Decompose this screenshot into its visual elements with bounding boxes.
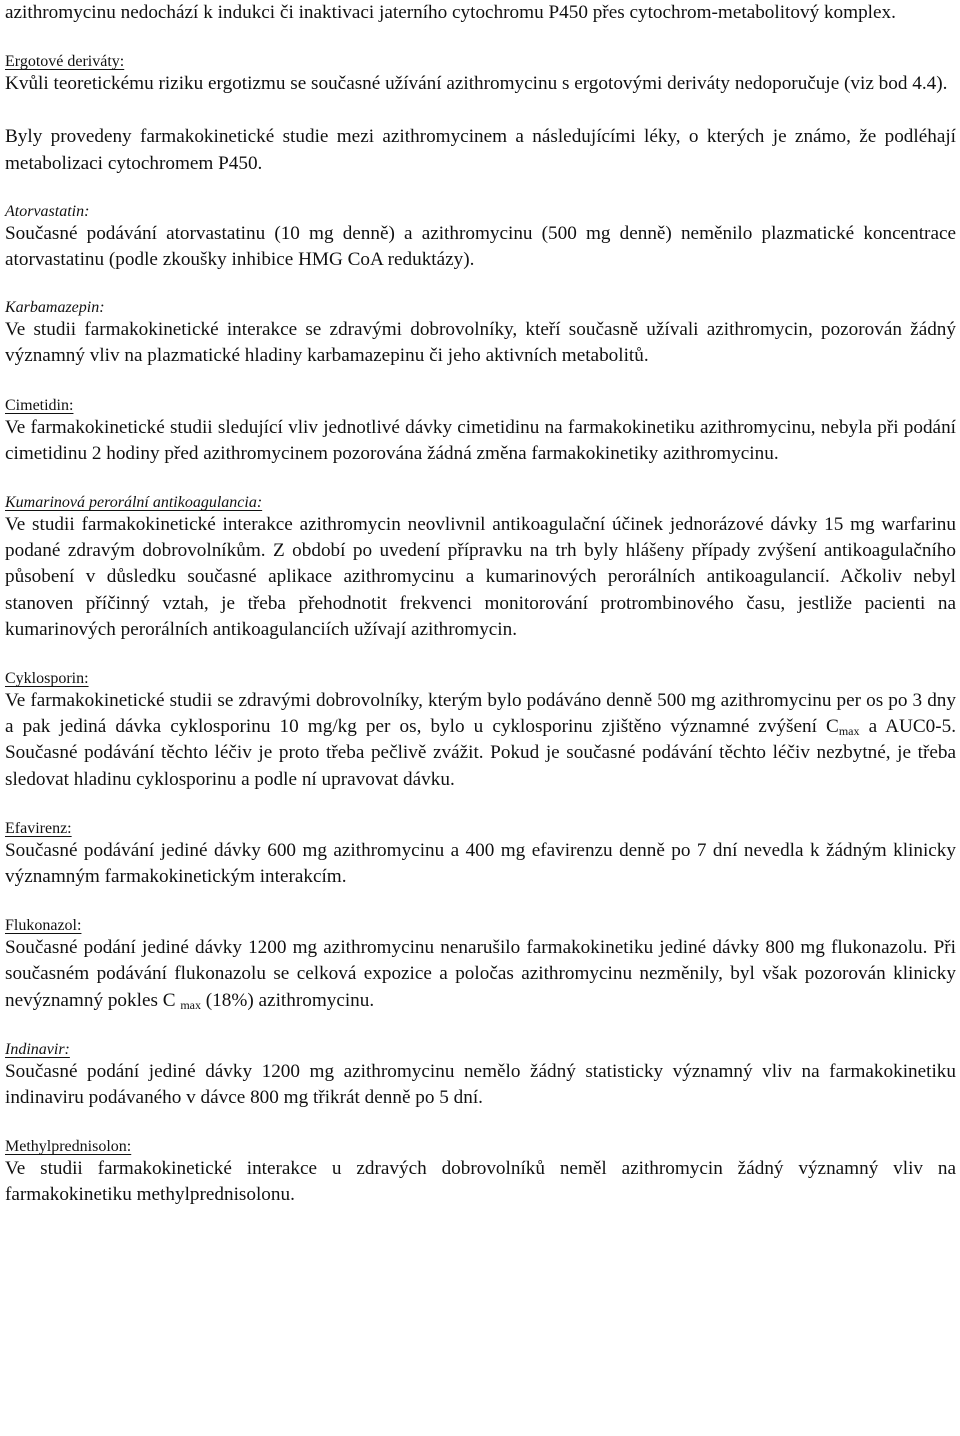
heading-flukonazol: Flukonazol: (5, 917, 82, 935)
heading-atorvastatin: Atorvastatin: (5, 202, 90, 220)
intro-paragraph: azithromycinu nedochází k indukci či inaktivaci jaterního cytochromu P450 přes cytochrom-metabolitový komplex. (5, 2, 896, 23)
heading-cimetidin: Cimetidin: (5, 396, 74, 414)
heading-indinavir: Indinavir: (5, 1040, 70, 1058)
paragraph-ergotove-derivaty: Kvůli teoretickému riziku ergotizmu se současné užívání azithromycinu s ergotovými deriváty nedoporučuje (viz bod 4.4). (5, 73, 948, 95)
heading-karbamazepin: Karbamazepin: (5, 299, 105, 317)
paragraph-karbamazepin: Ve studii farmakokinetické interakce se zdravými dobrovolníky, kteří současně užívali azithromycin, pozorován žádný významný vliv na plazmatické hladiny karbamazepinu či jeho aktivních metabolitů. (5, 319, 956, 367)
paragraph-flukonazol (5, 935, 956, 1014)
paragraph-methylprednisolon: Ve studii farmakokinetické interakce u zdravých dobrovolníků neměl azithromycin žádný významný vliv na farmakokinetiku methylprednisolonu. (5, 1158, 956, 1206)
document-page (5, 0, 956, 1209)
heading-methylprednisolon: Methylprednisolon: (5, 1138, 132, 1156)
flukonazol-text-a: Současné podání jediné dávky 1200 mg azithromycinu nenarušilo farmakokinetiku jediné dávky 800 mg flukonazolu. Při současném podávání flukonazolu se celková expozice a poločas azithromycinu nezměnily, byl však pozorován klinicky nevýznamný pokles C (5, 937, 956, 1011)
heading-ergotove-derivaty: Ergotové deriváty: (5, 53, 125, 71)
paragraph-kumarinova-antikoagulancia: Ve studii farmakokinetické interakce azithromycin neovlivnil antikoagulační účinek jednorázové dávky 15 mg warfarinu podané zdravým dobrovolníkům. Z období po uvedení přípravku na trh byly hlášeny případy zvýšení antikoagulačního působení v důsledku současné aplikace azithromycinu a kumarinových perorálních antikoagulancií. Ačkoliv nebyl stanoven příčinný vztah, je třeba přehodnotit frekvenci monitorování protrombinového času, jestliže pacienti na kumarinových perorálních antikoagulanciích užívají azithromycin. (5, 514, 956, 640)
paragraph-efavirenz: Současné podávání jediné dávky 600 mg azithromycinu a 400 mg efavirenzu denně po 7 dní nevedla k žádným klinicky významným farmakokinetickým interakcím. (5, 839, 956, 888)
paragraph-cyklosporin (5, 688, 956, 793)
cmax-subscript: max (180, 997, 201, 1012)
paragraph-atorvastatin: Současné podávání atorvastatinu (10 mg denně) a azithromycinu (500 mg denně) neměnilo plazmatické koncentrace atorvastatinu (podle zkoušky inhibice HMG CoA reduktázy). (5, 222, 956, 271)
cyklosporin-text-a: Ve farmakokinetické studii se zdravými dobrovolníky, kterým bylo podáváno denně 500 mg azithromycinu per os po 3 dny a pak jediná dávka cyklosporinu 10 mg/kg per os, bylo u cyklosporinu zjištěno významné zvýšení C (5, 690, 956, 738)
cmax-subscript: max (838, 724, 860, 739)
heading-efavirenz: Efavirenz: (5, 819, 72, 837)
paragraph-cimetidin: Ve farmakokinetické studii sledující vliv jednotlivé dávky cimetidinu na farmakokinetiku azithromycinu, nebyla při podání cimetidinu 2 hodiny před azithromycinem pozorována žádná změna farmakokinetiky azithromycinu. (5, 416, 956, 464)
heading-kumarinova-antikoagulancia: Kumarinová perorální antikoagulancia: (5, 494, 263, 512)
flukonazol-text-b: (18%) azithromycinu. (201, 989, 375, 1011)
paragraph-indinavir: Současné podání jediné dávky 1200 mg azithromycinu nemělo žádný statisticky významný vliv na farmakokinetiku indinaviru podávaného v dávce 800 mg třikrát denně po 5 dní. (5, 1060, 956, 1109)
paragraph-cyp450-studies: Byly provedeny farmakokinetické studie mezi azithromycinem a následujícími léky, o kterých je známo, že podléhají metabolizaci cytochromem P450. (5, 126, 956, 174)
heading-cyklosporin: Cyklosporin: (5, 670, 89, 688)
cyklosporin-text-b: a AUC0-5. Současné podávání těchto léčiv je proto třeba pečlivě zvážit. Pokud je současné podávání těchto léčiv nezbytné, je třeba sledovat hladinu cyklosporinu a podle ní upravovat dávku. (5, 716, 956, 790)
